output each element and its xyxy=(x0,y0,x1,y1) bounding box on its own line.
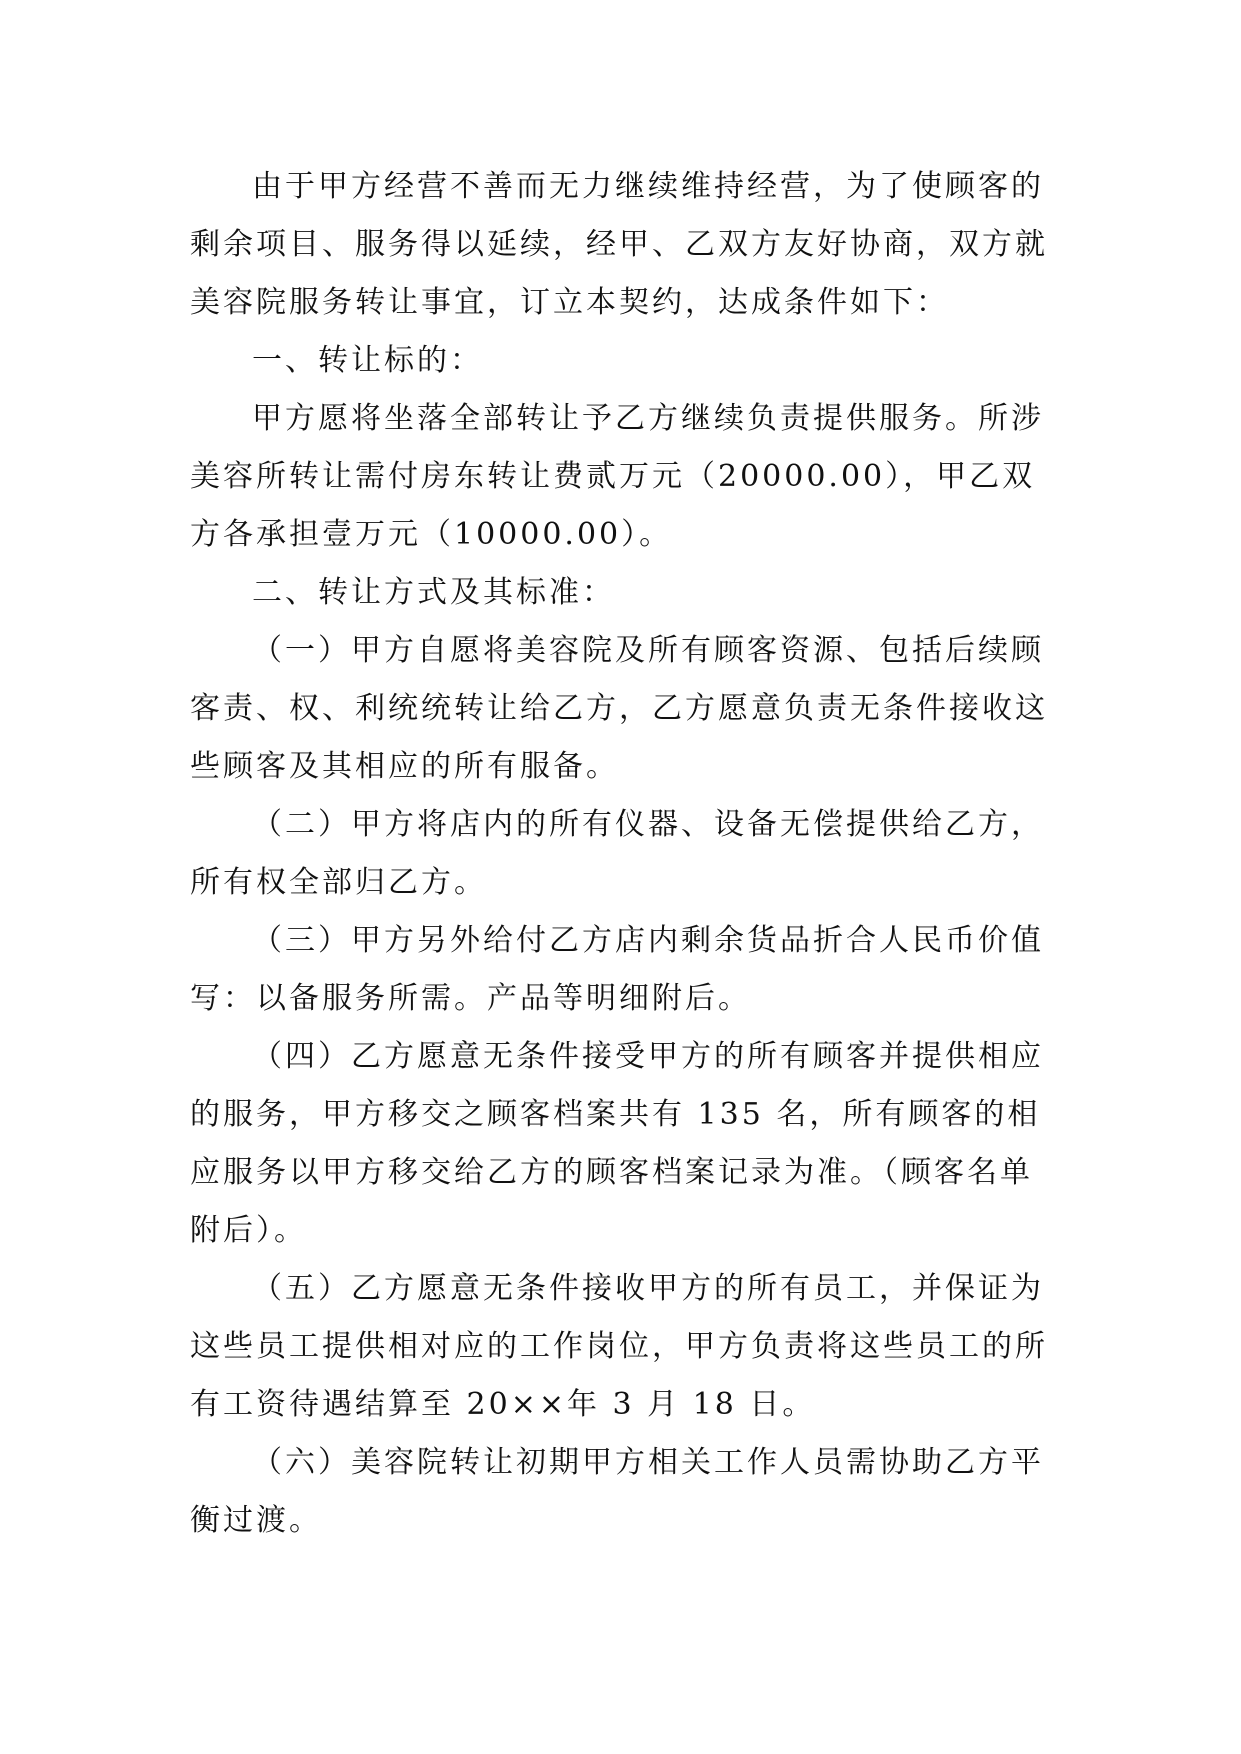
clause-2: （二）甲方将店内的所有仪器、设备无偿提供给乙方，所有权全部归乙方。 xyxy=(190,807,1044,900)
paragraph-intro: 由于甲方经营不善而无力继续维持经营，为了使顾客的剩余项目、服务得以延续，经甲、乙双方友好协商，双方就美容院服务转让事宜，订立本契约，达成条件如下： xyxy=(190,169,1048,320)
document-body xyxy=(190,158,1050,1550)
heading-transfer-subject: 一、转让标的： xyxy=(252,343,483,378)
heading-transfer-method: 二、转让方式及其标准： xyxy=(252,575,615,610)
clause-6: （六）美容院转让初期甲方相关工作人员需协助乙方平衡过渡。 xyxy=(190,1445,1044,1538)
paragraph-transfer-subject: 甲方愿将坐落全部转让予乙方继续负责提供服务。所涉美容所转让需付房东转让费贰万元（20000.00），甲乙双方各承担壹万元（10000.00）。 xyxy=(190,401,1044,552)
clause-4: （四）乙方愿意无条件接受甲方的所有顾客并提供相应的服务，甲方移交之顾客档案共有 135 名，所有顾客的相应服务以甲方移交给乙方的顾客档案记录为准。（顾客名单附后）。 xyxy=(190,1039,1044,1248)
clause-5: （五）乙方愿意无条件接收甲方的所有员工，并保证为这些员工提供相对应的工作岗位，甲方负责将这些员工的所有工资待遇结算至 20××年 3 月 18 日。 xyxy=(190,1271,1048,1422)
clause-3: （三）甲方另外给付乙方店内剩余货品折合人民币价值写：以备服务所需。产品等明细附后。 xyxy=(190,923,1044,1016)
clause-1: （一）甲方自愿将美容院及所有顾客资源、包括后续顾客责、权、利统统转让给乙方，乙方愿意负责无条件接收这些顾客及其相应的所有服备。 xyxy=(190,633,1048,784)
